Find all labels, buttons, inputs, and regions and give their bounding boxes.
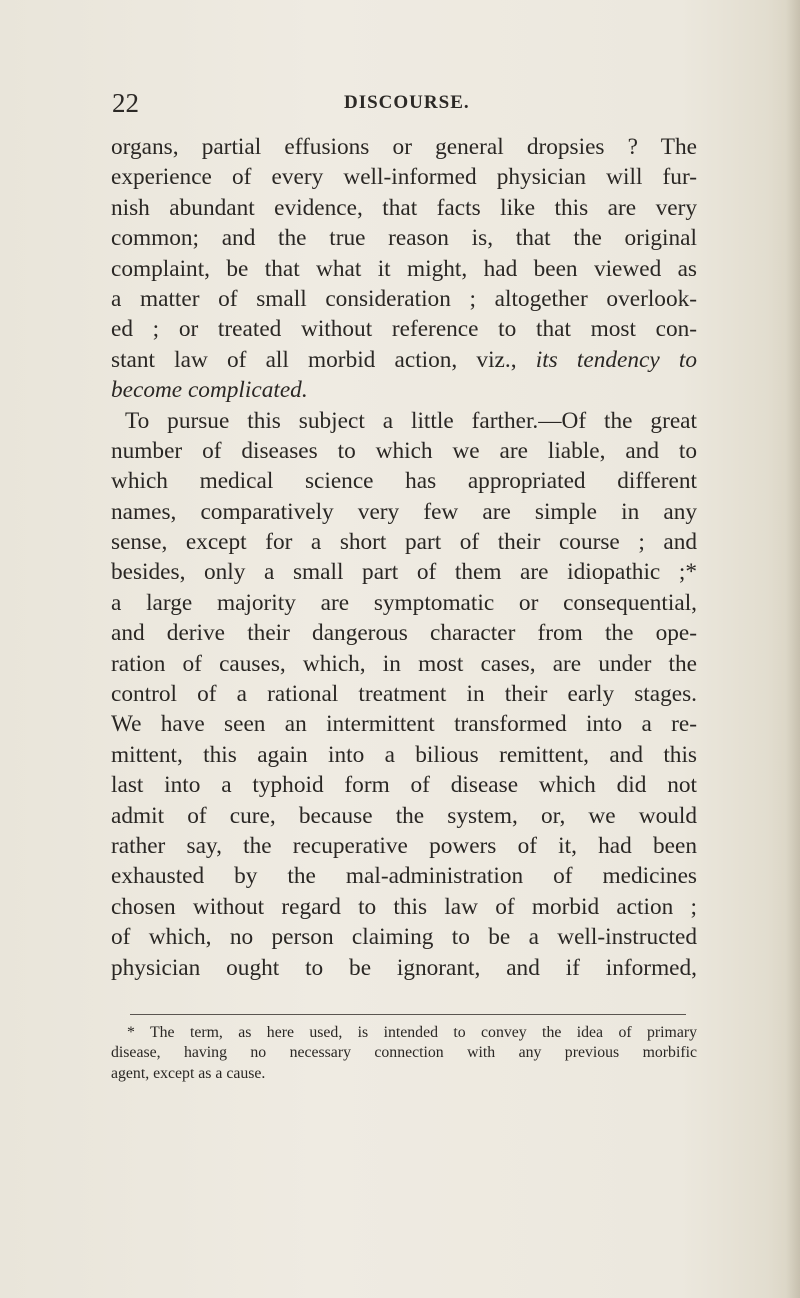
italic-phrase-end: become complicated. — [111, 377, 308, 404]
footnote-line: disease, having no necessary connection with any previous morbific — [111, 1044, 697, 1062]
text-line: physician ought to be ignorant, and if informed, — [111, 954, 697, 981]
text-line: names, comparatively very few are simple in any — [111, 498, 697, 525]
text-line: exhausted by the mal-administration of medicines — [111, 863, 697, 890]
text-line: number of diseases to which we are liable, and to — [111, 437, 697, 464]
text-line: ration of causes, which, in most cases, are under the — [111, 650, 697, 677]
text-line: of which, no person claiming to be a well-instructed — [111, 924, 697, 951]
text-line: control of a rational treatment in their early stages. — [111, 681, 697, 708]
page-header-title: DISCOURSE. — [344, 92, 470, 113]
text-line: chosen without regard to this law of morbid action ; — [111, 893, 697, 920]
text-line: a matter of small consideration ; altogether overlook- — [111, 285, 697, 312]
body-text — [111, 132, 697, 983]
page-edge-shadow — [786, 0, 800, 1298]
text-line-start: stant law of all morbid action, viz., — [111, 346, 536, 373]
text-line: besides, only a small part of them are idiopathic ;* — [111, 559, 697, 586]
text-line: sense, except for a short part of their course ; and — [111, 529, 697, 556]
footnote-line: * The term, as here used, is intended to convey the idea of primary — [127, 1024, 697, 1041]
footnote — [111, 1023, 697, 1084]
text-line-with-italic — [111, 345, 697, 375]
text-line: complaint, be that what it might, had been viewed as — [111, 255, 697, 282]
text-line: nish abundant evidence, that facts like this are very — [111, 194, 697, 221]
text-line: admit of cure, because the system, or, we would — [111, 802, 697, 829]
running-head — [112, 88, 692, 118]
footnote-divider — [130, 1014, 686, 1015]
text-line: We have seen an intermittent transformed into a re- — [111, 711, 697, 738]
text-line: and derive their dangerous character from the ope- — [111, 620, 697, 647]
italic-line — [111, 375, 697, 405]
text-line: which medical science has appropriated different — [111, 468, 697, 495]
italic-phrase: its tendency to — [535, 346, 697, 373]
text-line: rather say, the recuperative powers of it, had been — [111, 832, 697, 859]
page-number: 22 — [112, 88, 139, 118]
paragraph-start-line: To pursue this subject a little farther.—Of the great — [125, 407, 697, 434]
text-line: mittent, this again into a bilious remittent, and this — [111, 741, 697, 768]
footnote-line: agent, except as a cause. — [111, 1064, 266, 1082]
text-line: common; and the true reason is, that the original — [111, 225, 697, 252]
text-line: experience of every well-informed physician will fur- — [111, 164, 697, 191]
text-line: a large majority are symptomatic or consequential, — [111, 589, 697, 616]
text-line: ed ; or treated without reference to that most con- — [111, 316, 697, 343]
text-line: organs, partial effusions or general dropsies ? The — [111, 134, 697, 160]
text-line: last into a typhoid form of disease which did not — [111, 772, 697, 799]
